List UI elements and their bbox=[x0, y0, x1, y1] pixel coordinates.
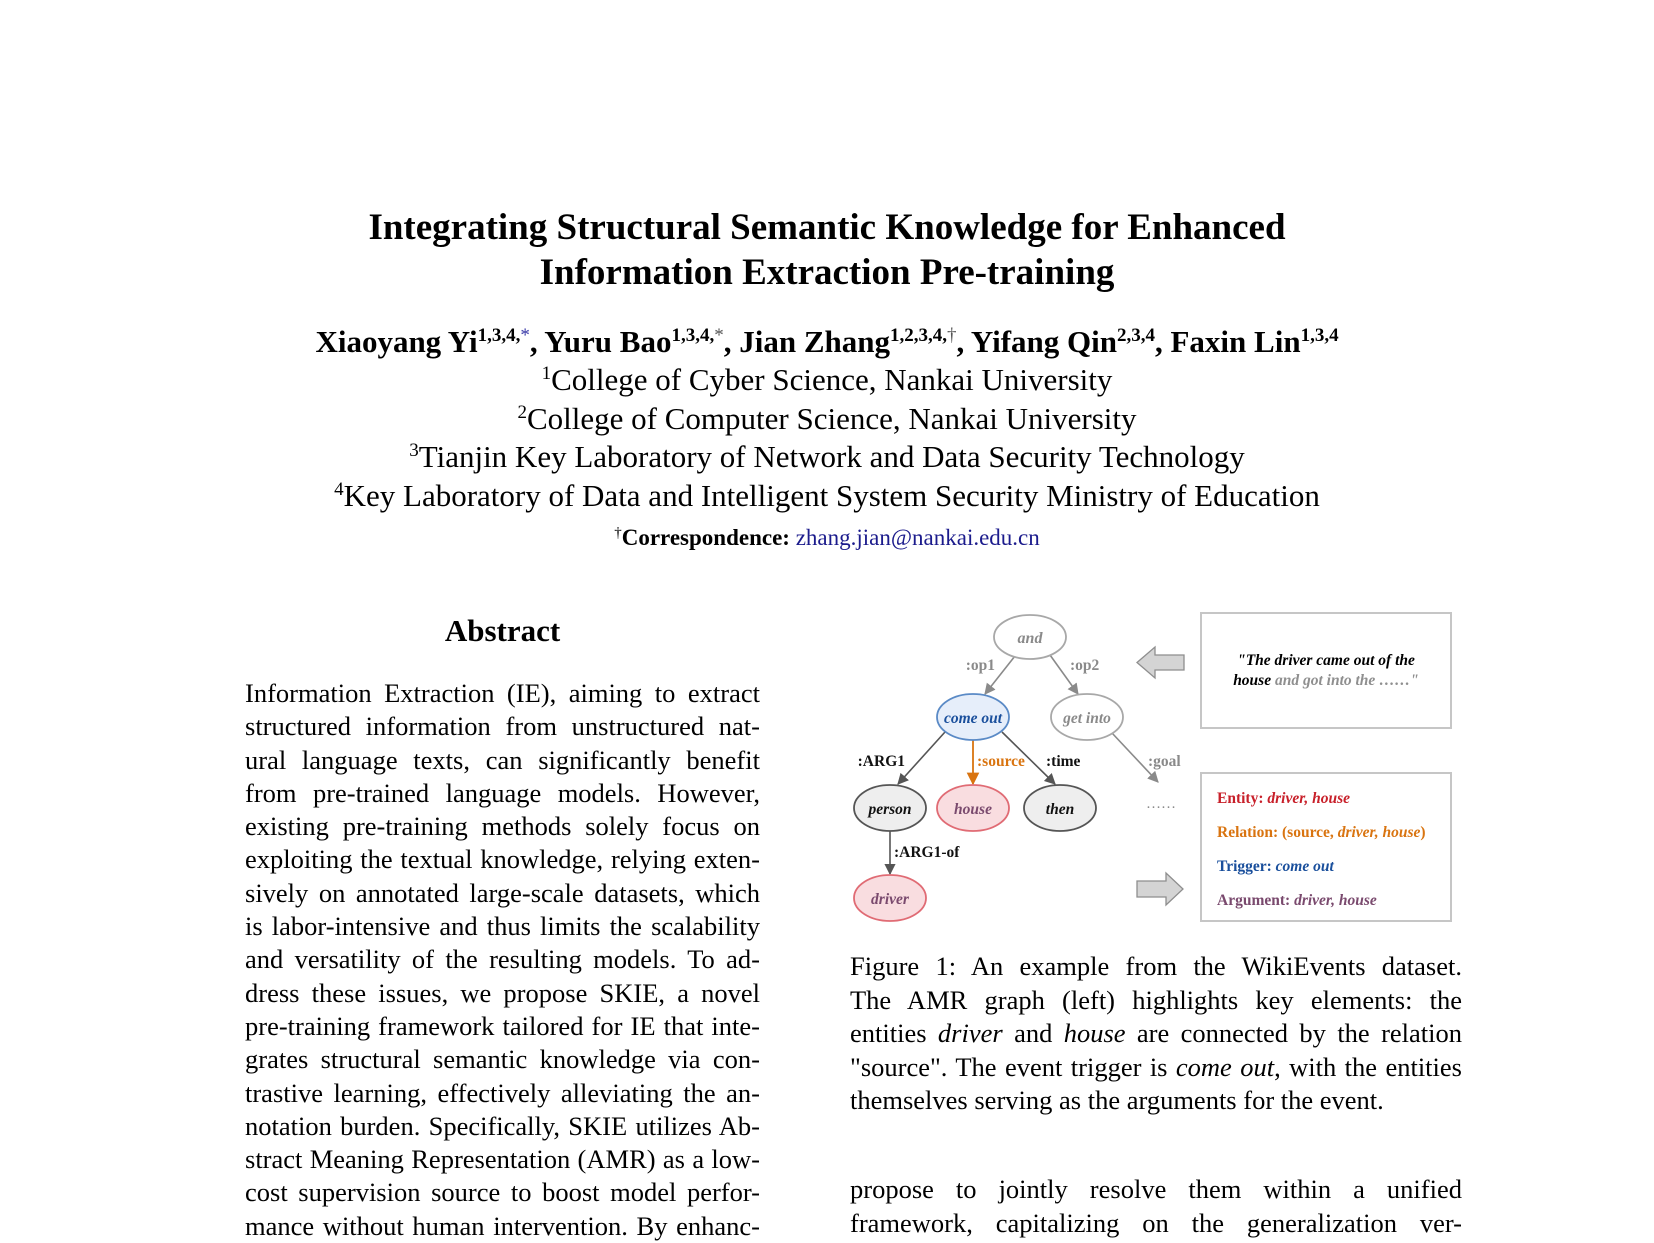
affiliations bbox=[0, 361, 1654, 515]
affiliation: $^4$Key Laboratory of Data and Intelligent System Security Ministry of Education bbox=[334, 477, 1320, 513]
affiliation: $^2$College of Computer Science, Nankai University bbox=[517, 400, 1137, 436]
entity-row: Entity: driver, house bbox=[1217, 790, 1351, 807]
author-name: Yifang Qin bbox=[970, 324, 1117, 359]
caption-line: themselves serving as the arguments for the event. bbox=[850, 1085, 1384, 1115]
abstract-line: pre-training framework tailored for IE that inte- bbox=[245, 1010, 760, 1041]
relation-row: Relation: (source, driver, house) bbox=[1217, 824, 1426, 841]
abstract-line: sively on annotated large-scale datasets, which bbox=[245, 877, 760, 908]
abstract-body bbox=[245, 677, 760, 1243]
right-arrow-icon bbox=[1137, 873, 1183, 905]
equal-contribution-mark: * bbox=[714, 325, 724, 346]
edge-label-arg1: :ARG1 bbox=[857, 753, 905, 770]
figure-caption bbox=[850, 950, 1462, 1118]
affiliation: $^3$Tianjin Key Laboratory of Network and Data Security Technology bbox=[409, 439, 1245, 474]
author-affil-sup: 1,3,4,* bbox=[477, 325, 530, 346]
left-arrow-icon bbox=[1137, 647, 1184, 678]
node-label-person: person bbox=[868, 801, 912, 818]
abstract-heading: Abstract bbox=[444, 613, 561, 648]
example-sentence: "The driver came out of the house and got into the ……" bbox=[1233, 651, 1419, 689]
argument-row: Argument: driver, house bbox=[1217, 892, 1377, 909]
abstract-line: and versatility of the resulting models. To ad- bbox=[245, 944, 760, 975]
author-name: Jian Zhang bbox=[739, 324, 890, 359]
abstract-line: stract Meaning Representation (AMR) as a low- bbox=[245, 1144, 760, 1175]
node-label-get-into: get into bbox=[1063, 710, 1111, 727]
corresponding-author-mark: † bbox=[946, 325, 957, 346]
author-affil-sup: 1,3,4 bbox=[1300, 325, 1339, 346]
equal-contribution-mark[interactable]: * bbox=[520, 325, 530, 346]
trigger-row: Trigger: come out bbox=[1217, 858, 1334, 875]
caption-line: Figure 1: An example from the WikiEvents dataset. bbox=[850, 951, 1462, 981]
body-line: propose to jointly resolve them within a unified bbox=[850, 1174, 1462, 1204]
edge-label-arg1-of: :ARG1-of bbox=[894, 844, 960, 861]
paper-title bbox=[0, 205, 1654, 295]
abstract-line: notation burden. Specifically, SKIE utilizes Ab- bbox=[245, 1110, 760, 1141]
edge-label-goal: :goal bbox=[1148, 753, 1181, 770]
abstract-line: cost supervision source to boost model perfor- bbox=[245, 1177, 760, 1208]
title-line-1: Integrating Structural Semantic Knowledge for Enhanced bbox=[368, 207, 1286, 248]
abstract-line: dress these issues, we propose SKIE, a novel bbox=[245, 977, 760, 1008]
node-label-come-out: come out bbox=[943, 710, 1003, 727]
edge-label-time: :time bbox=[1046, 753, 1081, 770]
abstract-line: ural language texts, can significantly benefit bbox=[245, 744, 760, 775]
ellipsis: …… bbox=[1146, 796, 1176, 812]
abstract-line: existing pre-training methods solely focus on bbox=[245, 811, 760, 842]
edge-label-op2: :op2 bbox=[1070, 657, 1100, 674]
abstract-line: Information Extraction (IE), aiming to extract bbox=[245, 678, 760, 708]
node-label-house: house bbox=[954, 801, 992, 818]
node-label-and: and bbox=[1017, 630, 1043, 647]
author-name: Xiaoyang Yi bbox=[315, 324, 478, 359]
abstract-line: structured information from unstructured nat- bbox=[245, 711, 760, 742]
author-affil-sup: 2,3,4 bbox=[1116, 325, 1155, 346]
abstract-line: is labor-intensive and thus limits the scalability bbox=[245, 911, 760, 942]
email-link[interactable]: zhang.jian@nankai.edu.cn bbox=[795, 525, 1040, 550]
affiliation: $^1$College of Cyber Science, Nankai University bbox=[541, 362, 1113, 397]
edge-label-source: :source bbox=[977, 753, 1025, 770]
node-label-then: then bbox=[1045, 801, 1075, 818]
body-line: framework, capitalizing on the generalization ver- bbox=[850, 1207, 1462, 1238]
caption-line: entities driver and house are connected by the relation bbox=[850, 1018, 1463, 1048]
abstract-line: from pre-trained language models. However, bbox=[245, 777, 760, 808]
dagger-mark: † bbox=[614, 525, 622, 541]
abstract-line: mance without human intervention. By enhanc- bbox=[245, 1210, 760, 1241]
title-line-2: Information Extraction Pre-training bbox=[539, 252, 1115, 293]
caption-line: The AMR graph (left) highlights key elements: the bbox=[850, 984, 1462, 1015]
abstract-line: exploiting the textual knowledge, relying exten- bbox=[245, 844, 760, 875]
author-affil-sup: 1,2,3,4,† bbox=[889, 325, 957, 346]
edge-label-op1: :op1 bbox=[965, 657, 995, 674]
correspondence bbox=[0, 523, 1654, 553]
sentence-box bbox=[1200, 612, 1452, 729]
abstract-line: grates structural semantic knowledge via con- bbox=[245, 1044, 760, 1075]
caption-line: "source". The event trigger is come out, with the entities bbox=[850, 1051, 1462, 1082]
author-name: Yuru Bao bbox=[544, 324, 672, 359]
author-affil-sup: 1,3,4,* bbox=[671, 325, 724, 346]
author-name: Faxin Lin bbox=[1170, 324, 1301, 359]
edge-arg1 bbox=[898, 732, 945, 784]
body-text-right bbox=[850, 1173, 1462, 1240]
author-list: Xiaoyang $Yi^{1,3,4,*}$, Yuru Bao$^{1,3,4,*}$, Jian Zhang$^{1,2,3,4,\dagger}$, Yifang Qin$^{2,3,4}$, Faxin Lin$^{1,3,4}$ bbox=[315, 324, 1339, 359]
extraction-info-box bbox=[1200, 772, 1452, 922]
node-label-driver: driver bbox=[871, 891, 909, 908]
correspondence-label: Correspondence: bbox=[621, 525, 790, 550]
abstract-line: trastive learning, effectively alleviating the an- bbox=[245, 1077, 760, 1108]
